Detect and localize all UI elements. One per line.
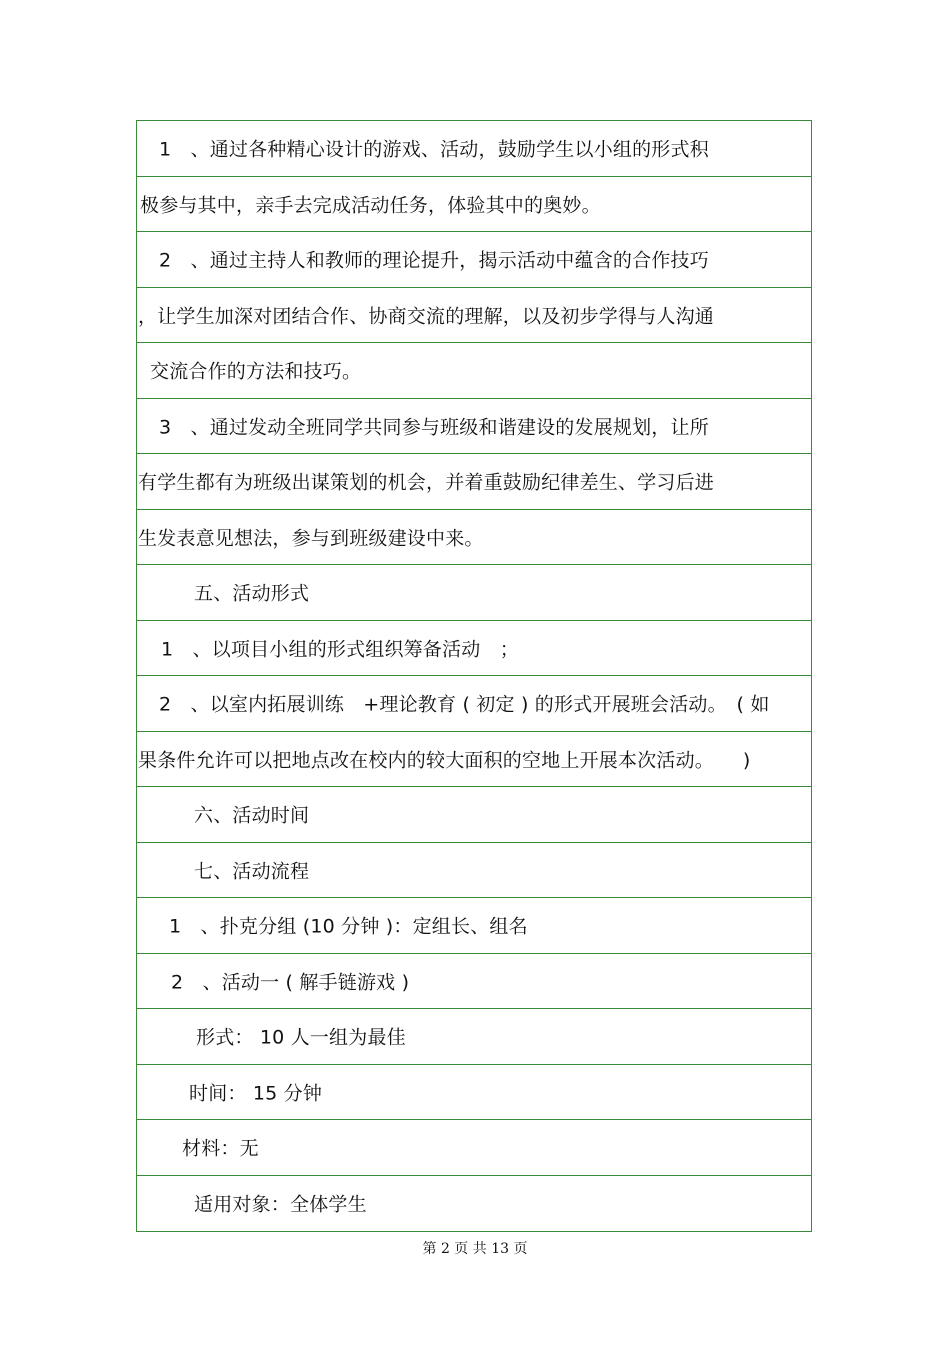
table-row [137, 1065, 811, 1121]
table-row [137, 898, 811, 954]
row-text: 2 、以室内拓展训练 +理论教育 ( 初定 ) 的形式开展班会活动。 ( 如 [159, 693, 770, 716]
table-row [137, 288, 811, 344]
row-text: 形式： 10 人一组为最佳 [196, 1026, 406, 1049]
row-text: 生发表意见想法，参与到班级建设中来。 [138, 527, 484, 550]
document-table [136, 120, 812, 1232]
table-row [137, 732, 811, 788]
row-text: 极参与其中，亲手去完成活动任务，体验其中的奥妙。 [140, 194, 601, 217]
row-text: 3 、通过发动全班同学共同参与班级和谐建设的发展规划，让所 [159, 416, 709, 439]
table-row [137, 454, 811, 510]
row-text: ，让学生加深对团结合作、协商交流的理解，以及初步学得与人沟通 [138, 305, 715, 328]
row-text: 交流合作的方法和技巧。 [150, 360, 362, 383]
section-heading: 五、活动形式 [194, 582, 310, 605]
table-row [137, 1176, 811, 1232]
row-text: 材料：无 [182, 1137, 259, 1160]
row-text: 2 、活动一 ( 解手链游戏 ) [171, 971, 410, 994]
section-heading: 六、活动时间 [194, 804, 310, 827]
table-row [137, 954, 811, 1010]
row-text: 适用对象：全体学生 [194, 1193, 367, 1216]
page-number: 第 2 页 共 13 页 [422, 1241, 528, 1257]
table-row [137, 121, 811, 177]
table-row [137, 621, 811, 677]
row-text: 果条件允许可以把地点改在校内的较大面积的空地上开展本次活动。 ) [138, 749, 751, 772]
table-row [137, 843, 811, 899]
table-row [137, 787, 811, 843]
row-text: 有学生都有为班级出谋策划的机会，并着重鼓励纪律差生、学习后进 [138, 471, 715, 494]
section-heading: 七、活动流程 [194, 860, 310, 883]
row-text: 1 、扑克分组 (10 分钟 )：定组长、组名 [169, 915, 528, 938]
table-row [137, 399, 811, 455]
row-text: 1 、通过各种精心设计的游戏、活动，鼓励学生以小组的形式积 [159, 138, 709, 161]
table-row [137, 343, 811, 399]
table-row [137, 1009, 811, 1065]
table-row [137, 510, 811, 566]
table-row [137, 177, 811, 233]
table-row [137, 1120, 811, 1176]
table-row [137, 676, 811, 732]
row-text: 2 、通过主持人和教师的理论提升，揭示活动中蕴含的合作技巧 [159, 249, 709, 272]
row-text: 时间： 15 分钟 [189, 1082, 323, 1105]
table-row [137, 232, 811, 288]
table-row [137, 565, 811, 621]
row-text: 1 、以项目小组的形式组织筹备活动 ； [161, 638, 519, 661]
